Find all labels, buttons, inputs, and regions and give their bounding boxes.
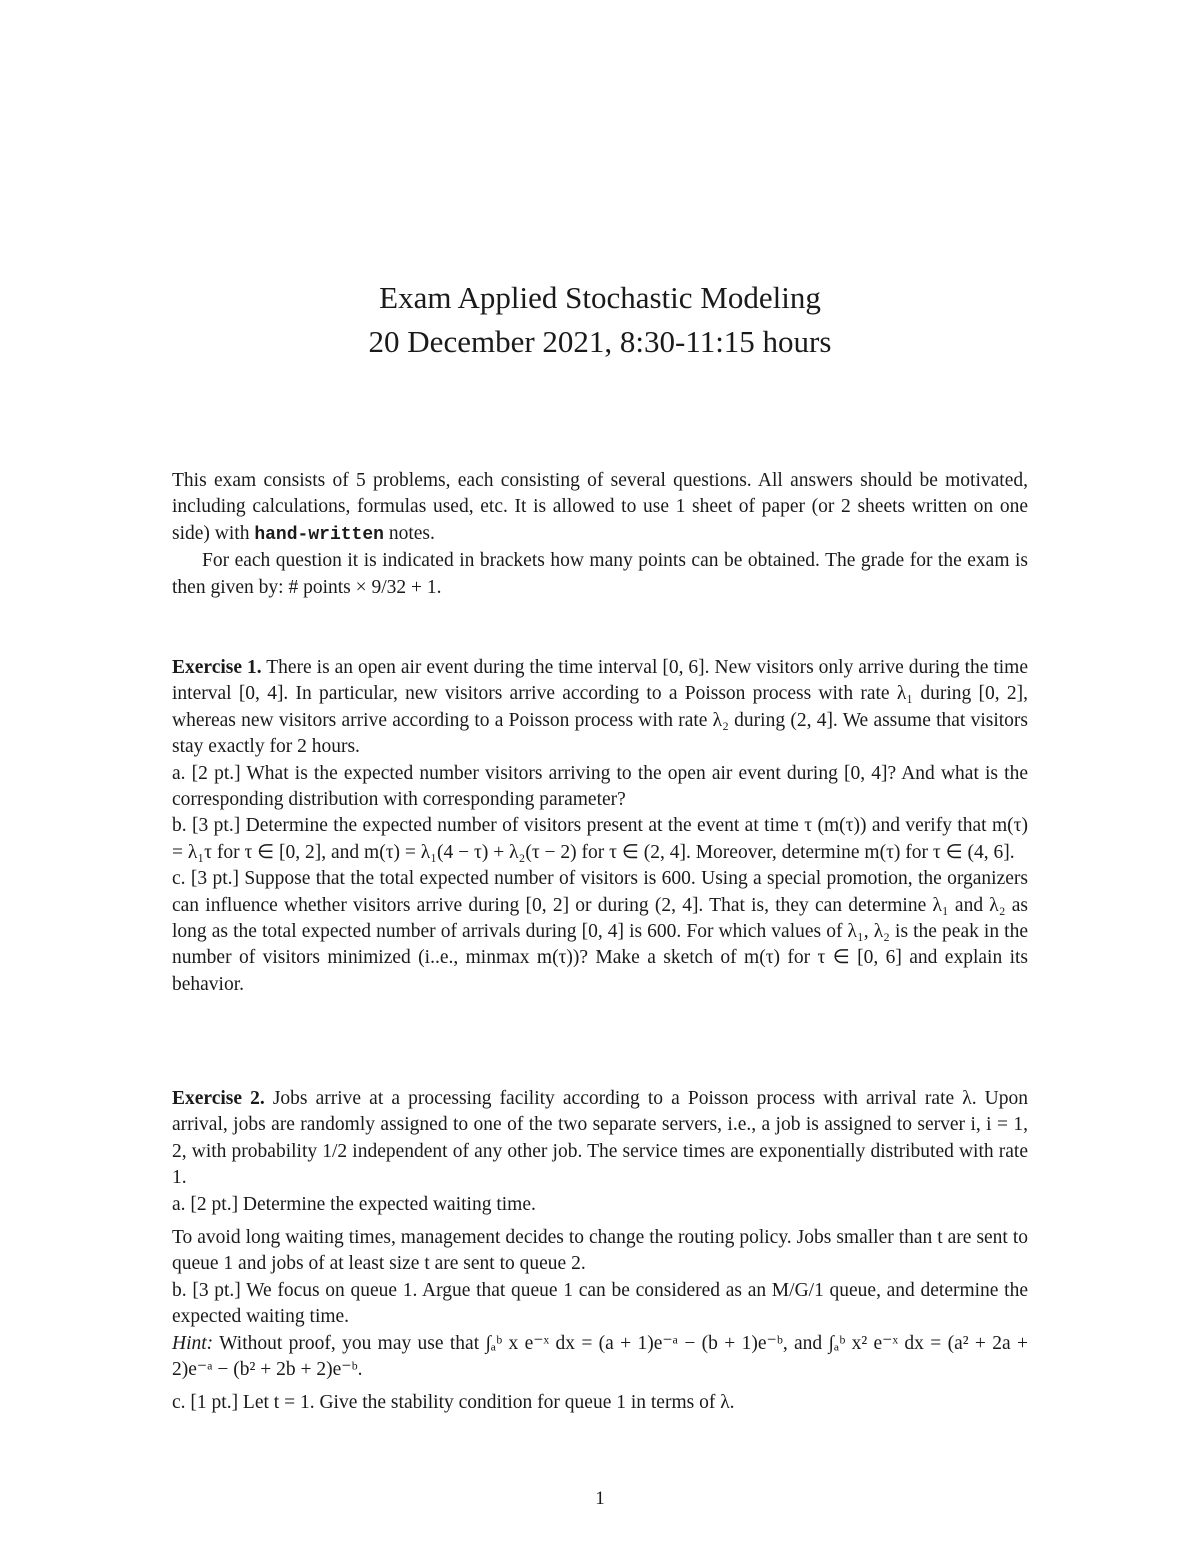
- exercise-1-heading: Exercise 1.: [172, 657, 262, 678]
- exercise-1-question-c: c. [3 pt.] Suppose that the total expected number of visitors is 600. Using a special promotion, the organizers can influence whether visitors arrive during [0, 2] or during (2, 4]. That is, they can determine λ₁ and λ₂ as long as the total expected number of arrivals during [0, 4] is 600. For which values of λ₁, λ₂ is the peak in the number of visitors minimized (i..e., minmax m(τ))? Make a sketch of m(τ) for τ ∈ [0, 6] and explain its behavior.: [172, 868, 1028, 995]
- exercise-2: [172, 1086, 1028, 1417]
- exam-title: Exam Applied Stochastic Modeling: [379, 280, 821, 315]
- exercise-1-question-a: a. [2 pt.] What is the expected number visitors arriving to the open air event during [0, 4]? And what is the corresponding distribution with corresponding parameter?: [172, 762, 1028, 811]
- exercise-2-question-c: c. [1 pt.] Let t = 1. Give the stability condition for queue 1 in terms of λ.: [172, 1392, 735, 1414]
- exercise-2-heading: Exercise 2.: [172, 1088, 265, 1109]
- page-number: 1: [595, 1488, 605, 1509]
- exercise-1-intro: [172, 655, 1028, 761]
- hint-text: Without proof, you may use that ∫ₐᵇ x e⁻ˣ dx = (a + 1)e⁻ᵃ − (b + 1)e⁻ᵇ, and ∫ₐᵇ x² e⁻ˣ dx = (a² + 2a + 2)e⁻ᵃ − (b² + 2b + 2)e⁻ᵇ.: [172, 1332, 1028, 1381]
- exercise-2-question-b: b. [3 pt.] We focus on queue 1. Argue that queue 1 can be considered as an M/G/1 queue, and determine the expected waiting time.: [172, 1279, 1028, 1328]
- hand-written-emphasis: hand-written: [254, 524, 384, 545]
- hint-label: Hint:: [172, 1332, 214, 1354]
- exam-date-time: 20 December 2021, 8:30-11:15 hours: [368, 324, 832, 359]
- exercise-2-question-a: a. [2 pt.] Determine the expected waiting time.: [172, 1193, 536, 1215]
- exercise-2-routing-policy: To avoid long waiting times, management decides to change the routing policy. Jobs smaller than t are sent to queue 1 and jobs of at least size t are sent to queue 2.: [172, 1227, 1028, 1275]
- instructions-paragraph-1: [172, 468, 1028, 548]
- exercise-2-hint: [172, 1331, 1028, 1384]
- instructions-text-start: This exam consists of 5 problems, each consisting of several questions. All answers should be motivated, including calculations, formulas used, etc. It is allowed to use 1 sheet of paper (or 2 sheets written on one side) with: [172, 470, 1028, 544]
- grading-paragraph: For each question it is indicated in brackets how many points can be obtained. The grade for the exam is then given by: # points × 9/32 + 1.: [172, 550, 1028, 598]
- exercise-2-text: Jobs arrive at a processing facility according to a Poisson process with arrival rate λ. Upon arrival, jobs are randomly assigned to one of the two separate servers, i.e., a job is assigned to server i, i = 1, 2, with probability 1/2 independent of any other job. The service times are exponentially distributed with rate 1.: [172, 1088, 1028, 1189]
- exercise-1: [172, 655, 1028, 998]
- exercise-1-question-b: b. [3 pt.] Determine the expected number of visitors present at the event at time τ (m(τ)) and verify that m(τ) = λ₁τ for τ ∈ [0, 2], and m(τ) = λ₁(4 − τ) + λ₂(τ − 2) for τ ∈ (2, 4]. Moreover, determine m(τ) for τ ∈ (4, 6].: [172, 815, 1028, 863]
- instructions-text-end: notes.: [383, 522, 435, 544]
- instructions: [172, 468, 1028, 601]
- exercise-1-text: There is an open air event during the time interval [0, 6]. New visitors only arrive during the time interval [0, 4]. In particular, new visitors arrive according to a Poisson process with rate λ₁ during [0, 2], whereas new visitors arrive according to a Poisson process with rate λ₂ during (2, 4]. We assume that visitors stay exactly for 2 hours.: [172, 657, 1029, 758]
- exercise-2-intro: [172, 1086, 1028, 1192]
